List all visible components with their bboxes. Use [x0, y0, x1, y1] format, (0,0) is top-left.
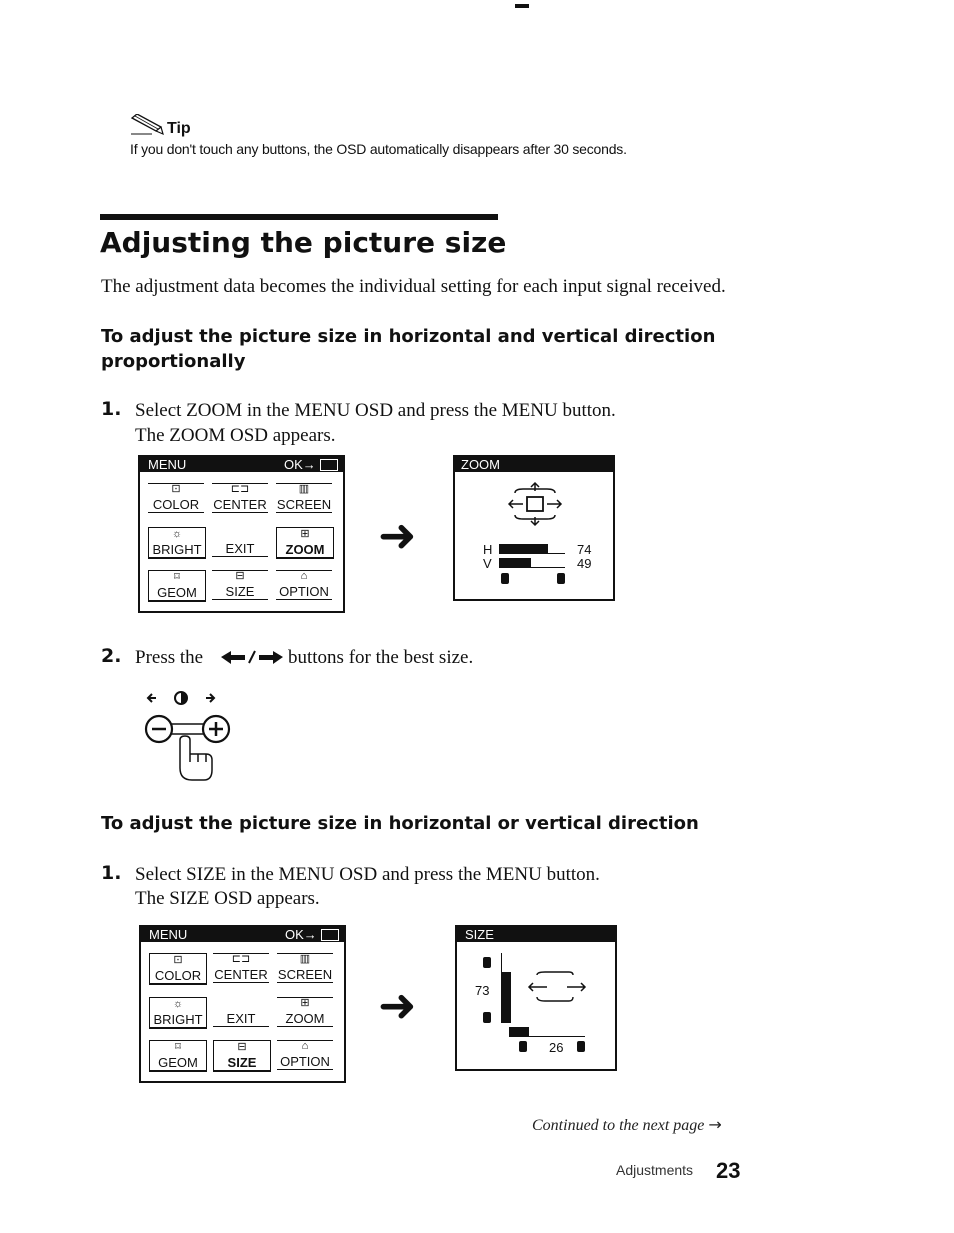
menu-osd	[139, 925, 346, 1083]
size-diagram-icon	[527, 971, 587, 1003]
zoom-h-bar	[499, 544, 565, 554]
osd-title-bar	[455, 457, 613, 472]
minus-button-icon	[501, 573, 509, 584]
step-text: Select ZOOM in the MENU OSD and press the MENU button.	[135, 400, 616, 421]
screen-icon: ▥	[299, 953, 311, 965]
pointing-hand-icon	[180, 736, 212, 780]
plus-button-icon	[577, 1041, 585, 1052]
size-osd	[455, 925, 617, 1071]
center-icon: ⊏⊐	[230, 483, 250, 495]
right-arrow-icon: ➜	[378, 978, 417, 1032]
section-intro: The adjustment data becomes the individual setting for each input signal received.	[101, 276, 726, 297]
menu-item-color[interactable]: ⊡ COLOR	[149, 953, 207, 985]
zoom-icon: ⊞	[300, 528, 310, 540]
osd-title: SIZE	[465, 927, 494, 942]
menu-item-size[interactable]: ⊟ SIZE	[213, 1040, 271, 1072]
section-title: Adjusting the picture size	[100, 226, 507, 259]
size-h-bar	[509, 1027, 585, 1037]
osd-title: MENU	[148, 457, 187, 472]
color-icon: ⊡	[171, 483, 181, 495]
menu-item-bright[interactable]: ☼ BRIGHT	[148, 527, 206, 559]
plus-button-icon	[483, 957, 491, 968]
minus-button-icon	[483, 1012, 491, 1023]
option-icon: ⌂	[300, 570, 308, 582]
menu-item-geom[interactable]: ⌑ GEOM	[148, 570, 206, 602]
size-v-bar	[501, 953, 511, 1023]
minus-plus-button-icon	[140, 688, 240, 788]
osd-title-bar	[457, 927, 615, 942]
plus-button-icon	[557, 573, 565, 584]
step-text: The ZOOM OSD appears.	[135, 425, 336, 446]
menu-item-screen[interactable]: ▥ SCREEN	[277, 953, 333, 982]
menu-item-exit[interactable]: EXIT	[213, 997, 269, 1027]
menu-item-geom[interactable]: ⌑ GEOM	[149, 1040, 207, 1072]
menu-osd	[138, 455, 345, 613]
independent-heading: To adjust the picture size in horizontal or vertical direction	[101, 813, 699, 834]
menu-item-zoom[interactable]: ⊞ ZOOM	[277, 997, 333, 1027]
menu-item-option[interactable]: ⌂ OPTION	[277, 1040, 333, 1070]
size-icon: ⊟	[237, 1041, 247, 1053]
tip-label: Tip	[167, 120, 191, 137]
menu-item-zoom[interactable]: ⊞ ZOOM	[276, 527, 334, 559]
top-mark	[515, 4, 529, 8]
step-number: 1.	[101, 398, 122, 420]
size-v-bar-fill	[502, 972, 511, 1023]
zoom-h-bar-fill	[499, 544, 548, 553]
menu-item-size[interactable]: ⊟ SIZE	[212, 570, 268, 600]
menu-item-exit[interactable]: EXIT	[212, 527, 268, 557]
osd-ok-label: OK→	[285, 927, 317, 942]
menu-item-color[interactable]: ⊡ COLOR	[148, 483, 204, 513]
zoom-v-value: 49	[577, 556, 592, 571]
continued-note: Continued to the next page →	[532, 1115, 722, 1134]
zoom-diagram-icon	[505, 481, 565, 527]
step-text: The SIZE OSD appears.	[135, 888, 320, 909]
zoom-h-label: H	[483, 542, 493, 557]
right-arrow-icon: →	[708, 1115, 722, 1134]
zoom-v-label: V	[483, 556, 492, 571]
step-number: 2.	[101, 645, 122, 667]
osd-title: MENU	[149, 927, 188, 942]
left-right-arrows-icon	[219, 649, 285, 667]
menu-item-screen[interactable]: ▥ SCREEN	[276, 483, 332, 512]
option-icon: ⌂	[301, 1040, 309, 1052]
zoom-icon: ⊞	[300, 997, 310, 1009]
osd-title: ZOOM	[461, 457, 500, 472]
size-icon: ⊟	[235, 570, 245, 582]
size-v-value: 73	[475, 983, 490, 998]
step-text: buttons for the best size.	[288, 647, 474, 668]
screen-icon: ▥	[298, 483, 310, 495]
proportional-heading: To adjust the picture size in horizontal and vertical direction proportionally	[101, 326, 716, 372]
osd-ok-label: OK→	[284, 457, 316, 472]
zoom-v-bar-fill	[499, 558, 531, 567]
menu-item-option[interactable]: ⌂ OPTION	[276, 570, 332, 600]
ok-menu-icon	[321, 929, 339, 941]
heading-rule	[100, 214, 498, 220]
osd-title-bar	[140, 457, 343, 472]
menu-item-center[interactable]: ⊏⊐ CENTER	[214, 953, 268, 982]
step-number: 1.	[101, 862, 122, 884]
brightness-icon: ☼	[172, 998, 184, 1010]
size-h-bar-fill	[509, 1027, 529, 1036]
page-number: 23	[716, 1158, 741, 1183]
footer-section: Adjustments	[616, 1162, 694, 1178]
tip-pencil-icon	[130, 114, 164, 136]
tip-text: If you don't touch any buttons, the OSD automatically disappears after 30 seconds.	[130, 141, 627, 157]
right-arrow-icon: ➜	[378, 508, 417, 562]
step-text: Select SIZE in the MENU OSD and press the MENU button.	[135, 864, 600, 885]
geom-icon: ⌑	[175, 1041, 181, 1053]
zoom-h-value: 74	[577, 542, 592, 557]
size-h-value: 26	[549, 1040, 564, 1055]
minus-button-icon	[519, 1041, 527, 1052]
brightness-icon: ☼	[171, 528, 183, 540]
menu-item-bright[interactable]: ☼ BRIGHT	[149, 997, 207, 1029]
zoom-v-bar	[499, 558, 565, 568]
menu-item-center[interactable]: ⊏⊐ CENTER	[213, 483, 267, 512]
ok-menu-icon	[320, 459, 338, 471]
step-text: Press the	[135, 647, 204, 668]
zoom-osd	[453, 455, 615, 601]
osd-title-bar	[141, 927, 344, 942]
center-icon: ⊏⊐	[231, 953, 251, 965]
geom-icon: ⌑	[174, 571, 180, 583]
color-icon: ⊡	[173, 954, 183, 966]
